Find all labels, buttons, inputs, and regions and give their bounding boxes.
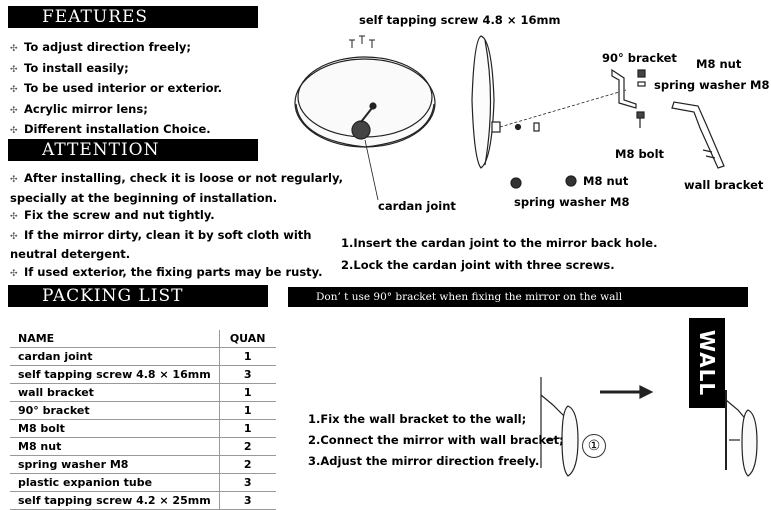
table-row: M8 bolt 1: [10, 420, 276, 438]
step-number-badge: ①: [582, 434, 606, 458]
packing-title: PACKING LIST: [42, 286, 184, 306]
table-row: wall bracket 1: [10, 384, 276, 402]
bullet-icon: ✣: [10, 231, 18, 242]
table-row: cardan joint 1: [10, 348, 276, 366]
wall-label: WALL: [695, 329, 719, 397]
cardan-joint-label: cardan joint: [378, 199, 456, 213]
column-header-quan: QUAN: [219, 330, 276, 348]
table-row: M8 nut 2: [10, 438, 276, 456]
bullet-icon: ✣: [10, 126, 18, 136]
list-item-continuation: specially at the beginning of installation.: [10, 190, 278, 205]
bullet-icon: ✣: [10, 64, 18, 75]
list-item: ✣ If the mirror dirty, clean it by soft cloth with: [10, 227, 343, 247]
list-item-continuation: neutral detergent.: [10, 247, 131, 261]
install-step-3: 3.Adjust the mirror direction freely.: [308, 454, 540, 468]
list-item: ✣ If used exterior, the fixing parts may be rusty.: [10, 264, 343, 284]
list-item: ✣ To be used interior or exterior.: [10, 79, 222, 100]
table-row: self tapping screw 4.2 × 25mm 3: [10, 492, 276, 510]
warning-banner: Don’ t use 90° bracket when fixing the mirror on the wall: [288, 287, 748, 307]
screw-icon: [349, 36, 375, 48]
list-item: ✣ To install easily;: [10, 59, 222, 80]
table-row: 90° bracket 1: [10, 402, 276, 420]
list-item: ✣ Fix the screw and nut tightly.: [10, 207, 343, 227]
m8-nut-top-label: M8 nut: [696, 57, 742, 71]
bullet-icon: ✣: [10, 268, 18, 279]
bullet-icon: ✣: [10, 44, 18, 54]
m8-bolt-label: M8 bolt: [615, 147, 665, 161]
m8-nut-bottom-label: M8 nut: [583, 174, 629, 188]
bracket-90-label: 90° bracket: [602, 51, 677, 65]
step-1-text: 1.Insert the cardan joint to the mirror back hole.: [341, 236, 658, 250]
install-step-2: 2.Connect the mirror with wall bracket;: [308, 433, 564, 447]
step-2-text: 2.Lock the cardan joint with three screws.: [341, 258, 615, 272]
bullet-icon: ✣: [10, 212, 18, 222]
table-row: self tapping screw 4.8 × 16mm 3: [10, 366, 276, 384]
screw-label: self tapping screw 4.8 × 16mm: [359, 13, 561, 27]
table-row: spring washer M8 2: [10, 456, 276, 474]
list-item: ✣ Different installation Choice.: [10, 120, 222, 141]
list-item: ✣ Acrylic mirror lens;: [10, 100, 222, 121]
features-title: FEATURES: [42, 7, 149, 27]
spring-washer-bottom-label: spring washer M8: [514, 195, 630, 209]
spring-washer-top-label: spring washer M8: [654, 78, 770, 92]
table-row: plastic expanion tube 3: [10, 474, 276, 492]
install-step-1: 1.Fix the wall bracket to the wall;: [308, 412, 527, 426]
attention-title: ATTENTION: [42, 140, 160, 160]
column-header-name: NAME: [10, 330, 219, 348]
bullet-icon: ✣: [10, 85, 18, 95]
bullet-icon: ✣: [10, 105, 18, 116]
bullet-icon: ✣: [10, 175, 18, 185]
wall-bracket-label: wall bracket: [684, 178, 764, 192]
list-item: ✣ To adjust direction freely;: [10, 38, 222, 59]
list-item: ✣ After installing, check it is loose or not regularly,: [10, 170, 343, 190]
wall-label-box: [689, 318, 725, 408]
